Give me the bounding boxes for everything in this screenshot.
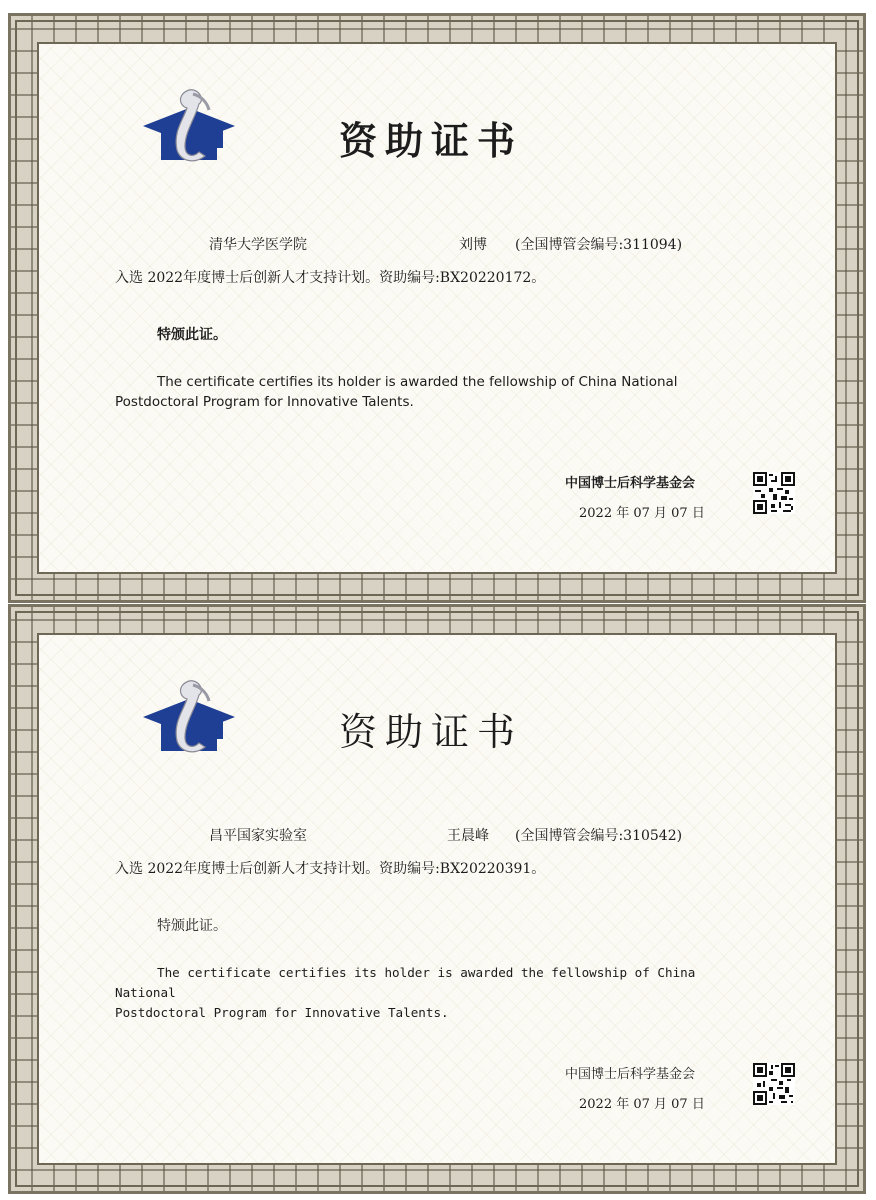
foundation-name: 中国博士后科学基金会 xyxy=(565,1067,696,1082)
holder-name: 刘博 xyxy=(459,237,487,253)
qr-code-icon xyxy=(753,1063,795,1105)
certificate-body xyxy=(37,42,837,574)
special-note: 特颁此证。 xyxy=(157,918,227,934)
certificate-title: 资助证书 xyxy=(339,710,524,754)
institution: 清华大学医学院 xyxy=(209,237,307,253)
holder-name: 王晨峰 xyxy=(447,828,489,844)
selection-line xyxy=(115,858,545,878)
certificate-2 xyxy=(8,604,866,1194)
selection-text: 2022年度博士后创新人才支持计划。资助编号:BX20220391。 xyxy=(147,861,546,877)
institution: 昌平国家实验室 xyxy=(209,828,307,844)
english-line-1: The certificate certifies its holder is awarded the fellowship of China National xyxy=(157,374,678,390)
selection-text: 2022年度博士后创新人才支持计划。资助编号:BX20220172。 xyxy=(147,270,546,286)
special-note: 特颁此证。 xyxy=(157,327,227,343)
english-line-2: Postdoctoral Program for Innovative Talents. xyxy=(115,1005,449,1020)
certificate-title: 资助证书 xyxy=(339,119,524,163)
issue-date: 2022 年 07 月 07 日 xyxy=(579,506,705,521)
foundation-name: 中国博士后科学基金会 xyxy=(565,476,696,491)
selection-prefix: 入选 xyxy=(115,270,143,286)
english-statement xyxy=(115,372,755,412)
certificate-body xyxy=(37,633,837,1165)
selection-line xyxy=(115,267,545,287)
association-number: (全国博管会编号:310542) xyxy=(515,828,683,844)
postdoc-logo-icon xyxy=(143,86,235,170)
english-line-2: Postdoctoral Program for Innovative Talents. xyxy=(115,394,414,410)
selection-prefix: 入选 xyxy=(115,861,143,877)
english-line-1: The certificate certifies its holder is awarded the fellowship of China National xyxy=(115,965,696,1000)
association-number: (全国博管会编号:311094) xyxy=(515,237,683,253)
postdoc-logo-icon xyxy=(143,677,235,761)
issue-date: 2022 年 07 月 07 日 xyxy=(579,1097,705,1112)
english-statement xyxy=(115,963,755,1023)
qr-code-icon xyxy=(753,472,795,514)
certificate-1 xyxy=(8,13,866,603)
